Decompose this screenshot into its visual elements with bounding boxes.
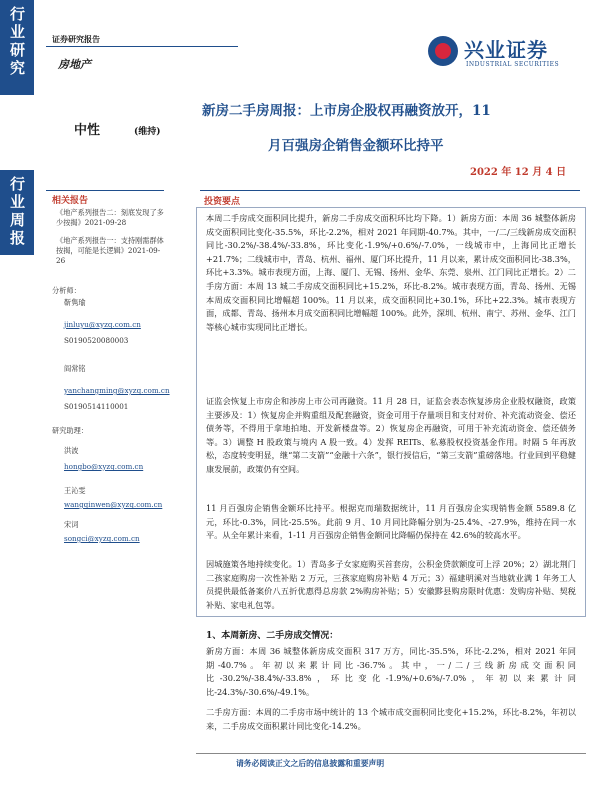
company-logo: [428, 34, 578, 72]
related-title: 相关报告: [52, 196, 89, 206]
section-1-new-homes: 新房方面：本周 36 城整体新房成交面积 317 万方，同比-35.5%，环比-2.2%，相对 2021 年同期-40.7%。年初以来累计同比-36.7%。其中，一/二/三线新房成交面积同比-30.2%/-38.4%/-33.8%，环比变化-1.9%/+0.6%/-7.0%，年初以来累计同比-24.3%/-30.6%/-49.1%。: [206, 646, 576, 697]
section-1-title: 1、本周新房、二手房成交情况：: [206, 631, 339, 641]
assistant-1-email[interactable]: hongbo@xyzq.com.cn: [64, 462, 144, 471]
header-divider: [46, 46, 238, 47]
main-divider: [200, 190, 580, 191]
sidebar-top-text: 行业研究: [8, 6, 26, 78]
page-title-line1: 新房二手房周报：上市房企股权再融资放开，11: [202, 103, 491, 119]
rating-sub: (维持): [134, 127, 161, 137]
analyst-2-id: S0190514110001: [64, 402, 129, 411]
analyst-2-email[interactable]: yanchangming@xyzq.com.cn: [64, 386, 170, 395]
assistant-2-email[interactable]: wangqinwen@xyzq.com.cn: [64, 500, 163, 509]
key-point-2: 证监会恢复上市房企和涉房上市公司再融资。11 月 28 日，证监会表态恢复涉房企业股权融资，政策主要涉及：1）恢复房企并购重组及配套融资，资金可用于存量项目和支付对价、补充流动资金、偿还债务等，不得用于拿地拍地、开发新楼盘等。2）恢复房企再融资，可用于补充流动资金、偿还债务等。3）调整 H 股政策与境内 A 股一致。4）发挥 REITs、私募股权投资基金作用。时隔 5 年再放松，态度转变明显，继“第二支箭”“金融十六条”，银行授信后，“第三支箭”重磅落地。行业回到平稳健康发展前，政策仍有空间。: [206, 396, 576, 474]
left-divider: [46, 190, 164, 191]
sidebar-mid-band: [0, 170, 34, 255]
rating-label: 中性: [74, 123, 101, 138]
footer-divider: [196, 753, 586, 754]
section-1-second-hand: 二手房方面：本周的二手房市场中统计的 13 个城市成交面积同比变化+15.2%，环比-8.2%，年初以来，二手房成交面积累计同比变化-14.2%。: [206, 707, 576, 731]
analyst-label: 分析师：: [52, 286, 81, 295]
assistant-3-email[interactable]: songci@xyzq.com.cn: [64, 534, 140, 543]
logo-cn: 兴业证券: [464, 38, 548, 62]
analyst-1-name: 靳隽瑜: [64, 298, 86, 307]
logo-mark-icon: [428, 36, 458, 66]
assistant-3-name: 宋词: [64, 520, 79, 529]
key-point-3: 11 月百强房企销售金额环比持平。根据克而瑞数据统计，11 月百强房企实现销售金额 5589.8 亿元，环比-0.3%，同比-25.5%。此前 9 月、10 月同比降幅分别为-25.4%、-27.9%，维持在同一水平。从全年累计来看，1-11 月百强房企销售金额同比降幅仍保持在 42.6%的较高水平。: [206, 503, 576, 541]
sidebar-mid-text: 行业周报: [8, 176, 26, 248]
page-title-line2: 月百强房企销售金额环比持平: [268, 138, 444, 154]
key-points-title: 投资要点: [204, 197, 241, 207]
key-point-1: 本周二手房成交面积同比提升，新房二手房成交面积环比均下降。1）新房方面：本周 36 城整体新房成交面积同比变化-35.5%，环比-2.2%，相对 2021 年同期-40.7%。其中，一/二/三线新房成交面积同比-30.2%/-38.4%/-33.8%，环比变化-1.9%/+0.6%/-7.0%，一线城市中，上海同比正增长+21.7%；二线城市中，青岛、杭州、福州、厦门环比提升，11 月以来，累计成交面积同比-38.3%，环比+3.3%。城市表现方面，上海、厦门、无锡、扬州、金华、东莞、泉州、江门同比正增长。2）二手房方面：本周 13 城二手房成交面积同比+15.2%，环比-8.2%。城市表现方面，青岛、扬州、无锡本周成交面积同比增幅超 100%。11 月以来，成交面积同比+30.1%，环比+22.3%。城市表现方面，成都、青岛、扬州本月成交面积同比增幅超 100%。此外，深圳、杭州、南宁、苏州、金华、江门等核心城市实现同比正增长。: [206, 213, 576, 332]
assistant-1-name: 洪波: [64, 446, 79, 455]
footer-disclaimer: 请务必阅读正文之后的信息披露和重要声明: [236, 759, 385, 768]
assistant-2-name: 王沁雯: [64, 486, 86, 495]
analyst-1-id: S0190520080003: [64, 336, 129, 345]
sidebar-top-band: [0, 0, 34, 95]
logo-en: INDUSTRIAL SECURITIES: [466, 61, 560, 68]
industry-label: 房地产: [58, 58, 91, 71]
analyst-2-name: 阎常铭: [64, 364, 86, 373]
report-type: 证券研究报告: [52, 34, 100, 44]
assistant-label: 研究助理：: [52, 426, 88, 435]
related-report-2[interactable]: 《地产系列报告一：支持刚需群体按揭，可能是长逻辑》2021-09-26: [56, 236, 164, 265]
report-date: 2022 年 12 月 4 日: [470, 167, 567, 178]
related-report-1[interactable]: 《地产系列报告二：刻底发现了多少按揭》2021-09-28: [56, 208, 164, 227]
analyst-1-email[interactable]: jinluyu@xyzq.com.cn: [64, 320, 141, 329]
key-point-4: 因城施策各地持续变化。1）青岛多子女家庭购买首套房，公积金贷款额度可上浮 20%；2）湖北荆门二孩家庭购房一次性补贴 2 万元，三孩家庭购房补贴 4 万元；3）福建明溪对当地就业满 1 年务工人员提供最低备案价八五折优惠得总房款 2%购房补贴；5）安徽黟县购房限时优惠：发购房补贴、契税补贴、家电礼包等。: [206, 559, 576, 610]
